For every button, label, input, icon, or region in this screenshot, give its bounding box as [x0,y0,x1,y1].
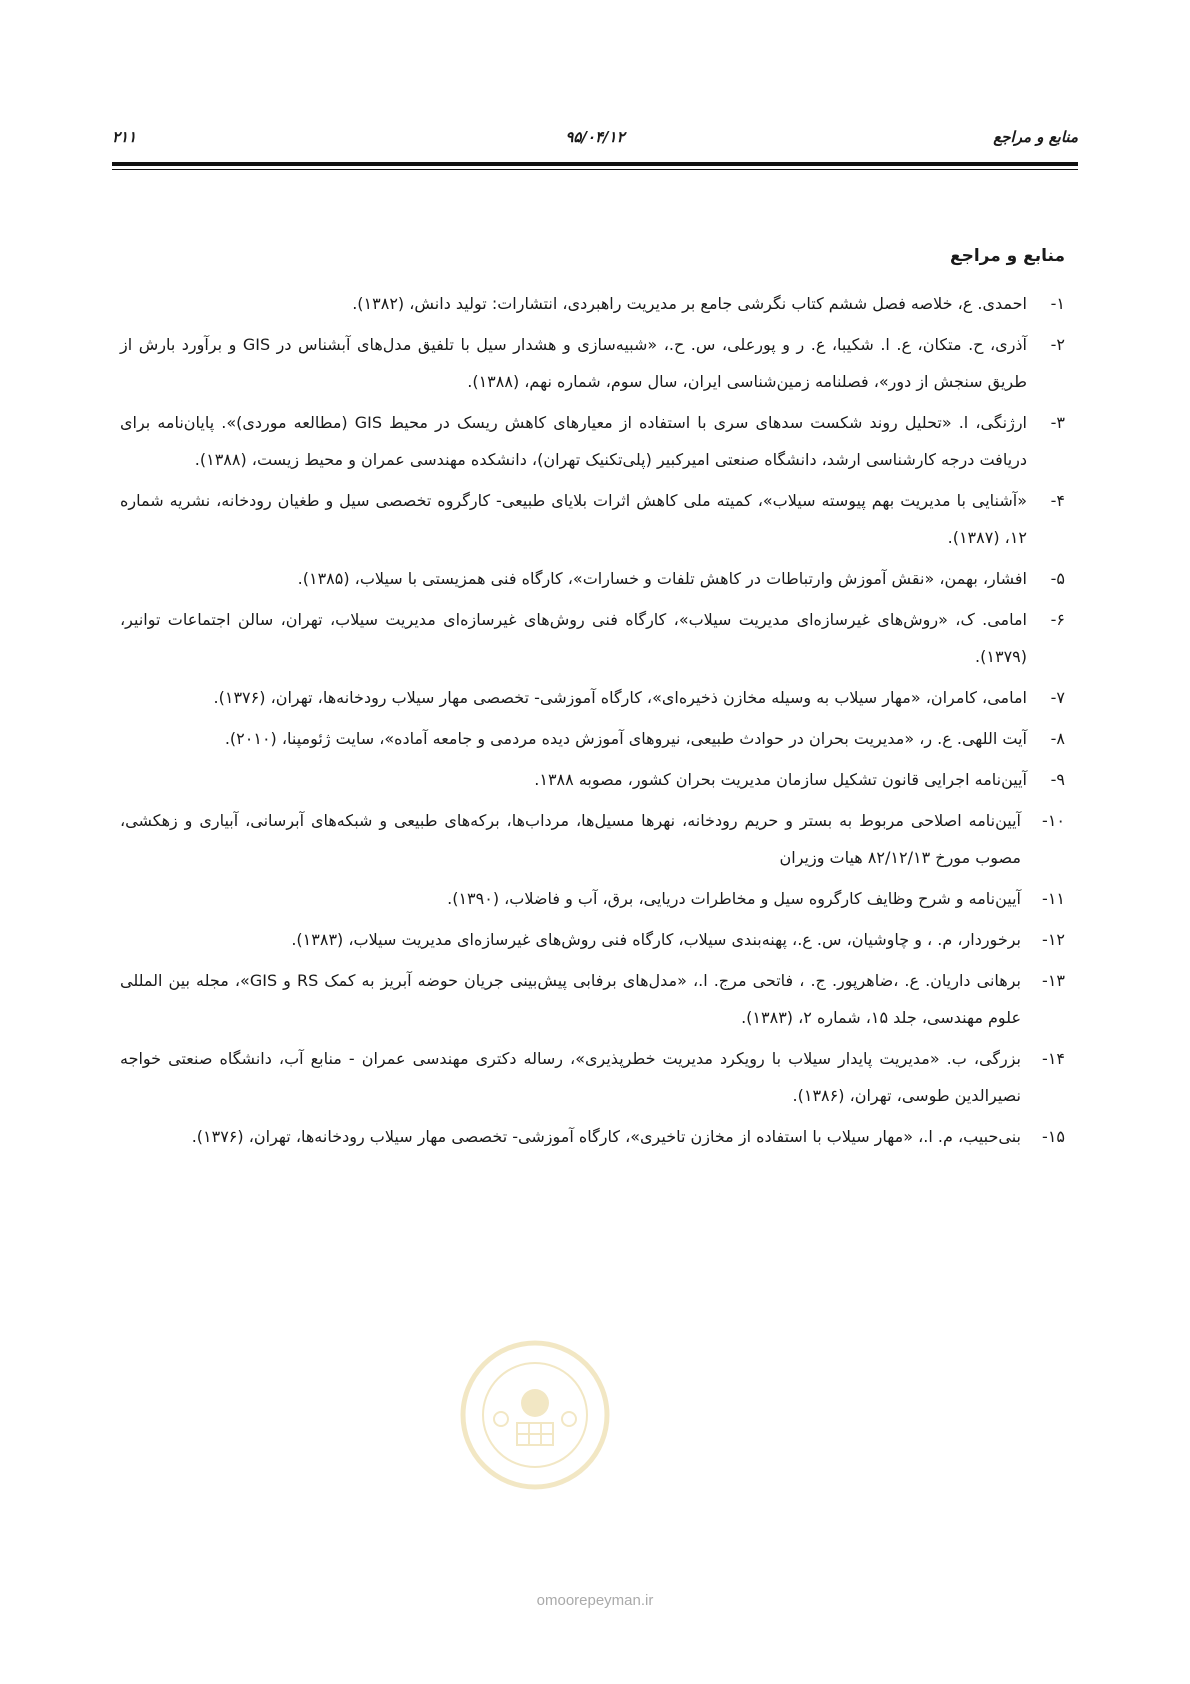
reference-item [120,802,1065,876]
reference-item [120,720,1065,757]
header-section-title: منابع و مراجع [993,128,1078,146]
reference-text: «آشنایی با مدیریت بهم پیوسته سیلاب»، کمیته ملی کاهش اثرات بلایای طبیعی- کارگروه تخصصی سیل و طغیان رودخانه، نشریه شماره ۱۲، (۱۳۸۷). [120,491,1027,547]
reference-number: ۴- [1050,491,1065,510]
reference-number: ۱۵- [1042,1127,1065,1146]
reference-text: آیت اللهی. ع. ر، «مدیریت بحران در حوادث طبیعی، نیروهای آموزش دیده مردمی و جامعه آماده»، سایت ژئومپنا، (۲۰۱۰). [224,729,1027,748]
watermark-url: omoorepeyman.ir [536,1592,654,1609]
reference-text: آیین‌نامه و شرح وظایف کارگروه سیل و مخاطرات دریایی، برق، آب و فاضلاب، (۱۳۹۰). [447,889,1021,908]
reference-number: ۸- [1050,729,1065,748]
header-rule-thick [112,162,1078,166]
watermark-seal [455,1335,615,1495]
reference-item [120,560,1065,597]
reference-item [120,962,1065,1036]
reference-number: ۳- [1050,413,1065,432]
reference-number: ۱۳- [1042,971,1065,990]
reference-item [120,1118,1065,1155]
reference-text: آیین‌نامه اصلاحی مربوط به بستر و حریم رودخانه، نهرها مسیل‌ها، مرداب‌ها، برکه‌های طبیعی و شبکه‌های آبرسانی، آبیاری و زهکشی، مصوب مورخ ۸۲/۱۲/۱۳ هیات وزیران [120,811,1021,867]
reference-number: ۱۰- [1042,811,1065,830]
reference-text: بزرگی، ب. «مدیریت پایدار سیلاب با رویکرد مدیریت خطرپذیری»، رساله دکتری مهندسی عمران - منابع آب، دانشگاه صنعتی خواجه نصیرالدین طوسی، تهران، (۱۳۸۶). [120,1049,1021,1105]
section-heading: منابع و مراجع [949,246,1065,266]
page-number: ۲۱۱ [112,128,137,146]
reference-item [120,880,1065,917]
reference-text: امامی، کامران، «مهار سیلاب به وسیله مخازن ذخیره‌ای»، کارگاه آموزشی- تخصصی مهار سیلاب رودخانه‌ها، تهران، (۱۳۷۶). [213,688,1027,707]
header-rule-thin [112,169,1078,170]
reference-number: ۷- [1050,688,1065,707]
reference-number: ۵- [1050,569,1065,588]
reference-item [120,921,1065,958]
reference-list [120,285,1065,1159]
reference-number: ۶- [1050,610,1065,629]
reference-number: ۱۴- [1042,1049,1065,1068]
reference-number: ۲- [1050,335,1065,354]
reference-item [120,1040,1065,1114]
reference-number: ۱۱- [1042,889,1065,908]
running-header [112,128,1078,154]
reference-text: بنی‌حبیب، م. ا.، «مهار سیلاب با استفاده از مخازن تاخیری»، کارگاه آموزشی- تخصصی مهار سیلاب رودخانه‌ها، تهران، (۱۳۷۶). [191,1127,1021,1146]
reference-text: برهانی داریان. ع. ،ضاهرپور. ج. ، فاتحی مرج. ا.، «مدل‌های برفابی پیش‌بینی جریان حوضه آبریز به کمک RS و GIS»، مجله بین المللی علوم مهندسی، جلد ۱۵، شماره ۲، (۱۳۸۳). [120,971,1021,1027]
header-date: ۹۵/۰۴/۱۲ [565,128,625,146]
reference-number: ۱- [1050,294,1065,313]
reference-item [120,761,1065,798]
reference-text: امامی. ک، «روش‌های غیرسازه‌ای مدیریت سیلاب»، کارگاه فنی روش‌های غیرسازه‌ای مدیریت سیلاب، تهران، سالن اجتماعات توانیر، (۱۳۷۹). [120,610,1027,666]
reference-text: افشار، بهمن، «نقش آموزش وارتباطات در کاهش تلفات و خسارات»، کارگاه فنی همزیستی با سیلاب، (۱۳۸۵). [297,569,1027,588]
reference-number: ۱۲- [1042,930,1065,949]
reference-number: ۹- [1050,770,1065,789]
reference-text: احمدی. ع، خلاصه فصل ششم کتاب نگرشی جامع بر مدیریت راهبردی، انتشارات: تولید دانش، (۱۳۸۲). [352,294,1027,313]
reference-text: برخوردار، م. ، و چاوشیان، س. ع.، پهنه‌بندی سیلاب، کارگاه فنی روش‌های غیرسازه‌ای مدیریت سیلاب، (۱۳۸۳). [291,930,1021,949]
reference-text: آیین‌نامه اجرایی قانون تشکیل سازمان مدیریت بحران کشور، مصوبه ۱۳۸۸. [534,770,1027,789]
reference-text: آذری، ح. متکان، ع. ا. شکیبا، ع. ر و پورعلی، س. ح.، «شبیه‌سازی و هشدار سیل با تلفیق مدل‌های آبشناس در GIS و برآورد بارش از طریق سنجش از دور»، فصلنامه زمین‌شناسی ایران، سال سوم، شماره نهم، (۱۳۸۸). [120,335,1028,391]
reference-item [120,404,1065,478]
reference-item [120,601,1065,675]
reference-text: ارژنگی، ا. «تحلیل روند شکست سدهای سری با استفاده از معیارهای کاهش ریسک در محیط GIS (مطالعه موردی)». پایان‌نامه برای دریافت درجه کارشناسی ارشد، دانشگاه صنعتی امیرکبیر (پلی‌تکنیک تهران)، دانشکده مهندسی عمران و محیط زیست، (۱۳۸۸). [120,413,1028,469]
reference-item [120,482,1065,556]
reference-item [120,285,1065,322]
reference-item [120,326,1065,400]
reference-item [120,679,1065,716]
